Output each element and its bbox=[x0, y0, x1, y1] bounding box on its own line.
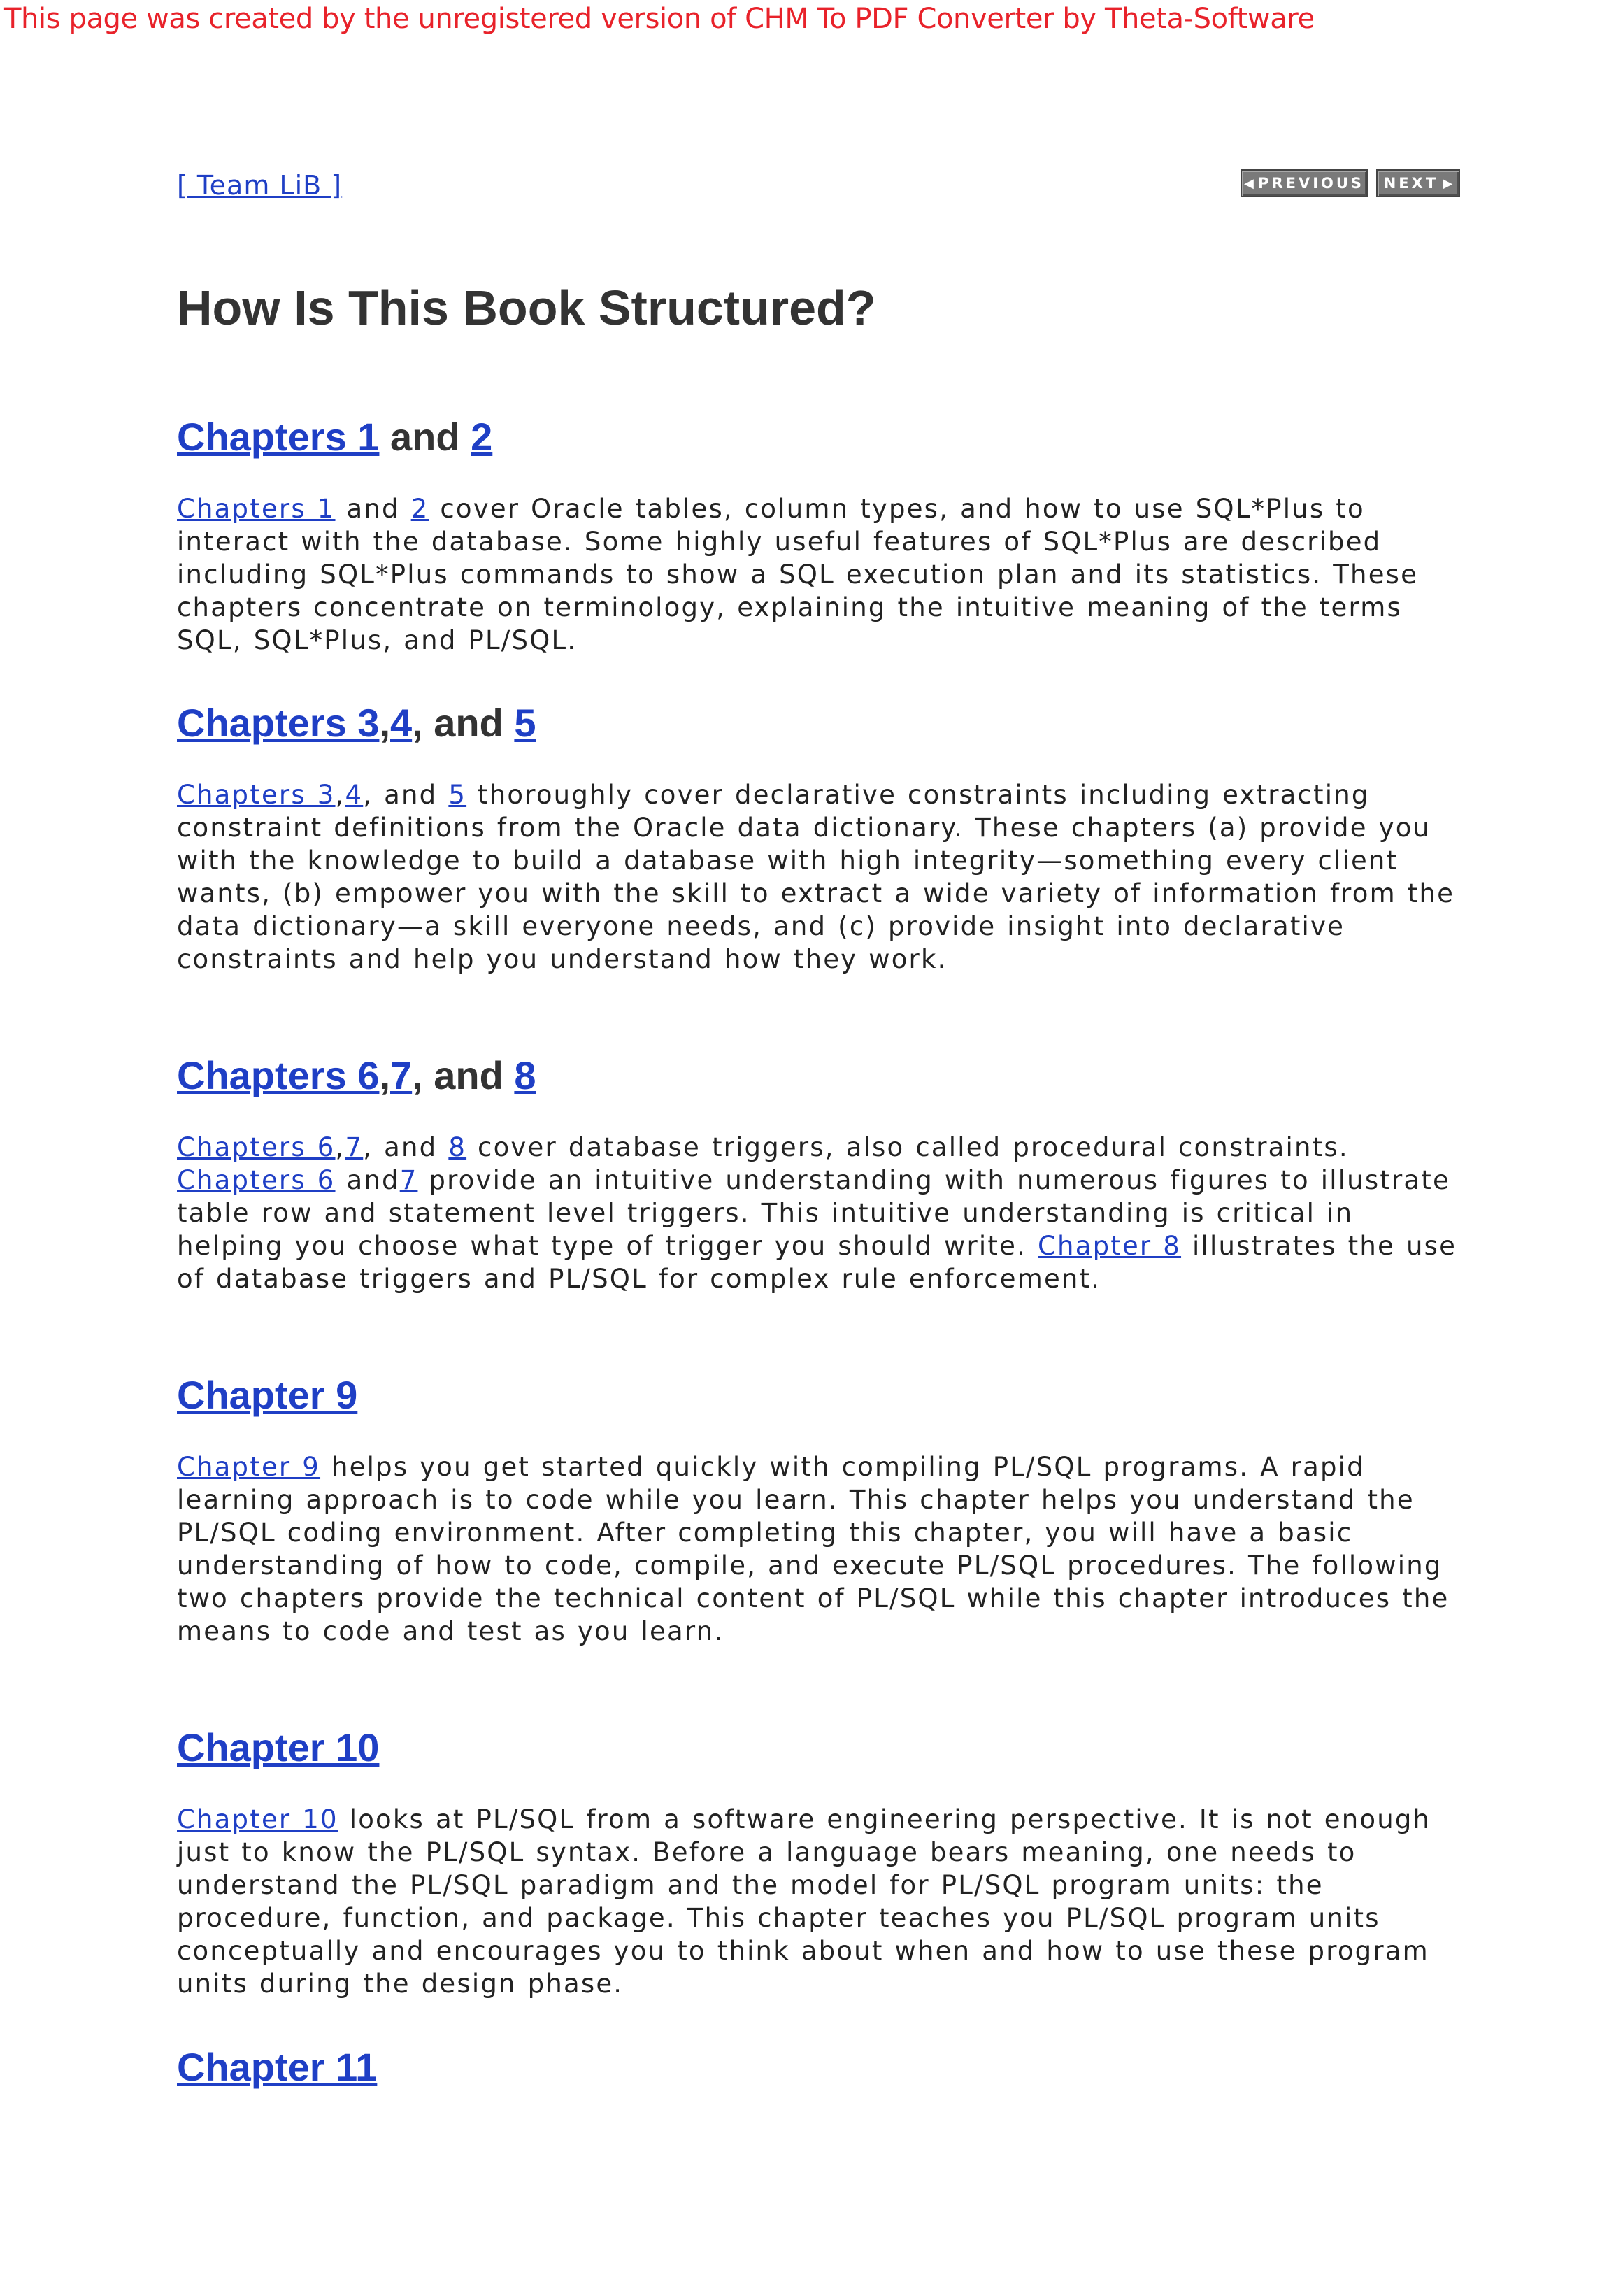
chapter-link[interactable]: 5 bbox=[448, 780, 467, 810]
heading-text: , and bbox=[412, 701, 515, 745]
section-heading bbox=[177, 2043, 1460, 2092]
paragraph-text: provide an intuitive understanding with numerous figures to illustrate table row and statement level triggers. This intuitive understanding is critical in helping you choose what type of trigger you should write. bbox=[177, 1165, 1450, 1261]
chapter-link[interactable]: 4 bbox=[390, 701, 413, 745]
chapter-link[interactable]: Chapter 9 bbox=[177, 1373, 358, 1417]
section-heading bbox=[177, 699, 1460, 748]
paragraph-text: and bbox=[335, 494, 411, 524]
chapter-link[interactable]: 7 bbox=[390, 1053, 413, 1097]
section-paragraph bbox=[177, 778, 1460, 976]
chapter-link[interactable]: 8 bbox=[448, 1132, 467, 1162]
section-paragraph bbox=[177, 492, 1460, 657]
chapter-link[interactable]: Chapters 3 bbox=[177, 780, 336, 810]
previous-label: PREVIOUS bbox=[1258, 175, 1365, 192]
section-chapter-10 bbox=[177, 1723, 1460, 2000]
main-content bbox=[177, 276, 1460, 339]
chapter-link[interactable]: 5 bbox=[514, 701, 536, 745]
section-heading bbox=[177, 1371, 1460, 1420]
page-title: How Is This Book Structured? bbox=[177, 280, 876, 335]
paragraph-text: thoroughly cover declarative constraints including extracting constraint definitions from the Oracle data dictionary. These chapters (a) provide you with the knowledge to build a database with high integrity—something every client wants, (b) empower you with the skill to extract a wide variety of information from the data dictionary—a skill everyone needs, and (c) provide insight into declarative constraints and help you understand how they work. bbox=[177, 780, 1455, 974]
paragraph-text: , and bbox=[363, 780, 449, 810]
paragraph-text: and bbox=[335, 1165, 400, 1195]
chapter-link[interactable]: 7 bbox=[399, 1165, 418, 1195]
section-paragraph bbox=[177, 1803, 1460, 2000]
heading-text: , bbox=[379, 701, 390, 745]
chapter-link[interactable]: 2 bbox=[410, 494, 429, 524]
section-heading bbox=[177, 1723, 1460, 1772]
chapter-link[interactable]: Chapters 1 bbox=[177, 415, 380, 459]
section-chapter-9 bbox=[177, 1371, 1460, 1648]
team-lib-link[interactable]: [ Team LiB ] bbox=[177, 170, 343, 201]
section-paragraph bbox=[177, 1450, 1460, 1648]
chevron-left-icon: ◀ bbox=[1243, 176, 1259, 191]
paragraph-text: cover Oracle tables, column types, and how to use SQL*Plus to interact with the database. Some highly useful features of SQL*Plus are described including SQL*Plus commands to show a SQL execution plan and its statistics. These chapters concentrate on terminology, explaining the intuitive meaning of the terms SQL, SQL*Plus, and PL/SQL. bbox=[177, 494, 1419, 655]
section-heading bbox=[177, 413, 1460, 462]
chapter-link[interactable]: Chapters 6 bbox=[177, 1132, 336, 1162]
section-chapter-11 bbox=[177, 2043, 1460, 2092]
heading-text: , and bbox=[412, 1053, 515, 1097]
chapter-link[interactable]: Chapter 8 bbox=[1038, 1231, 1182, 1261]
next-label: NEXT bbox=[1383, 175, 1439, 192]
chapter-link[interactable]: Chapters 6 bbox=[177, 1053, 380, 1097]
paragraph-text: , bbox=[335, 780, 345, 810]
chapter-link[interactable]: Chapter 10 bbox=[177, 1804, 338, 1834]
chapter-link[interactable]: Chapter 11 bbox=[177, 2045, 378, 2089]
section-heading bbox=[177, 1051, 1460, 1100]
next-button[interactable] bbox=[1376, 169, 1460, 197]
section-chapters-3-4-5 bbox=[177, 699, 1460, 976]
previous-button[interactable] bbox=[1241, 169, 1368, 197]
chapter-link[interactable]: 7 bbox=[345, 1132, 364, 1162]
chapter-link[interactable]: Chapters 6 bbox=[177, 1165, 336, 1195]
chapter-link[interactable]: Chapter 10 bbox=[177, 1725, 380, 1769]
paragraph-text: , and bbox=[363, 1132, 449, 1162]
chapter-link[interactable]: 8 bbox=[514, 1053, 536, 1097]
chapter-link[interactable]: Chapters 1 bbox=[177, 494, 336, 524]
converter-watermark: This page was created by the unregistered version of CHM To PDF Converter by Theta-Software bbox=[4, 3, 1315, 35]
section-chapters-1-2 bbox=[177, 413, 1460, 657]
paragraph-text: illustrates the use of database triggers and PL/SQL for complex rule enforcement. bbox=[177, 1231, 1457, 1294]
section-paragraph bbox=[177, 1131, 1460, 1295]
chapter-link[interactable]: 4 bbox=[345, 780, 364, 810]
heading-text: and bbox=[379, 415, 471, 459]
chapter-link[interactable]: Chapter 9 bbox=[177, 1452, 321, 1482]
chapter-link[interactable]: 2 bbox=[471, 415, 493, 459]
section-chapters-6-7-8 bbox=[177, 1051, 1460, 1295]
heading-text: , bbox=[379, 1053, 390, 1097]
page-nav-buttons bbox=[1241, 169, 1460, 197]
paragraph-text: , bbox=[335, 1132, 345, 1162]
navigation-bar bbox=[177, 168, 1460, 203]
chevron-right-icon: ▶ bbox=[1438, 176, 1453, 191]
paragraph-text: helps you get started quickly with compiling PL/SQL programs. A rapid learning approach is to code while you learn. This chapter helps you understand the PL/SQL coding environment. After completing this chapter, you will have a basic understanding of how to code, compile, and execute PL/SQL procedures. The following two chapters provide the technical content of PL/SQL while this chapter introduces the means to code and test as you learn. bbox=[177, 1452, 1450, 1646]
paragraph-text: looks at PL/SQL from a software engineering perspective. It is not enough just to know the PL/SQL syntax. Before a language bears meaning, one needs to understand the PL/SQL paradigm and the model for PL/SQL program units: the procedure, function, and package. This chapter teaches you PL/SQL program units conceptually and encourages you to think about when and how to use these program units during the design phase. bbox=[177, 1804, 1431, 1999]
chapter-link[interactable]: Chapters 3 bbox=[177, 701, 380, 745]
paragraph-text: cover database triggers, also called procedural constraints. bbox=[466, 1132, 1349, 1162]
